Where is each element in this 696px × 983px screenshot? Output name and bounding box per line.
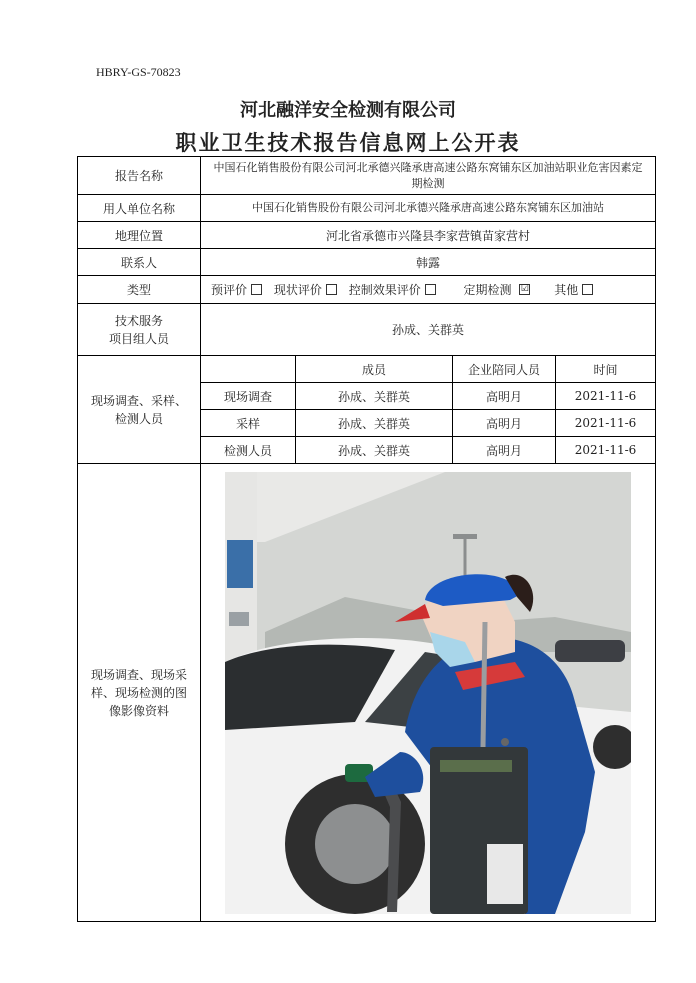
type-option-status-evaluation[interactable]: 现状评价 [272, 283, 339, 297]
survey-date: 2021-11-6 [556, 437, 656, 464]
checkbox-checked-icon[interactable]: ☑ [520, 284, 529, 294]
type-options [201, 276, 656, 304]
page-title: 职业卫生技术报告信息网上公开表 [175, 130, 521, 155]
survey-escort: 高明月 [453, 410, 556, 437]
survey-header-date: 时间 [556, 356, 656, 383]
location-label: 地理位置 [78, 222, 201, 249]
survey-task: 检测人员 [201, 437, 296, 464]
survey-escort: 高明月 [453, 383, 556, 410]
survey-header-members: 成员 [296, 356, 453, 383]
checkbox-unchecked[interactable] [326, 284, 337, 295]
survey-members: 孙成、关群英 [296, 437, 453, 464]
type-option-control-effect[interactable]: 控制效果评价 [347, 283, 438, 297]
row-images [78, 464, 656, 922]
survey-task: 采样 [201, 410, 296, 437]
survey-header-task [201, 356, 296, 383]
images-label: 现场调查、现场采 样、现场检测的图 像影像资料 [78, 464, 201, 922]
row-team [78, 304, 656, 356]
row-type [78, 276, 656, 304]
survey-task: 现场调查 [201, 383, 296, 410]
checkbox-unchecked[interactable] [582, 284, 593, 295]
survey-header-row [78, 356, 656, 383]
survey-label: 现场调查、采样、 检测人员 [78, 356, 201, 464]
company-name: 河北融洋安全检测有限公司 [240, 100, 456, 121]
row-location [78, 222, 656, 249]
survey-escort: 高明月 [453, 437, 556, 464]
team-value: 孙成、关群英 [201, 304, 656, 356]
report-name-value: 中国石化销售股份有限公司河北承德兴隆承唐高速公路东窝铺东区加油站职业危害因素定期检测 [201, 157, 656, 195]
survey-date: 2021-11-6 [556, 383, 656, 410]
employer-value: 中国石化销售股份有限公司河北承德兴隆承唐高速公路东窝铺东区加油站 [201, 195, 656, 222]
contact-label: 联系人 [78, 249, 201, 276]
survey-header-escort: 企业陪同人员 [453, 356, 556, 383]
contact-value: 韩露 [201, 249, 656, 276]
info-table [77, 156, 656, 922]
survey-members: 孙成、关群英 [296, 383, 453, 410]
survey-members: 孙成、关群英 [296, 410, 453, 437]
row-report-name [78, 157, 656, 195]
survey-date: 2021-11-6 [556, 410, 656, 437]
site-photo-cell [201, 464, 656, 922]
type-option-other[interactable]: 其他 [552, 283, 595, 297]
type-label: 类型 [78, 276, 201, 304]
document-code: HBRY-GS-70823 [96, 65, 181, 79]
site-photo [225, 472, 631, 914]
type-option-pre-evaluation[interactable]: 预评价 [209, 283, 264, 297]
checkbox-unchecked[interactable] [425, 284, 436, 295]
location-value: 河北省承德市兴隆县李家营镇苗家营村 [201, 222, 656, 249]
row-employer [78, 195, 656, 222]
employer-label: 用人单位名称 [78, 195, 201, 222]
row-contact [78, 249, 656, 276]
checkbox-unchecked[interactable] [251, 284, 262, 295]
site-photo-illustration [225, 472, 631, 914]
type-option-periodic-detection[interactable]: 定期检测 ☑ [463, 283, 529, 297]
team-label: 技术服务 项目组人员 [78, 304, 201, 356]
report-name-label: 报告名称 [78, 157, 201, 195]
